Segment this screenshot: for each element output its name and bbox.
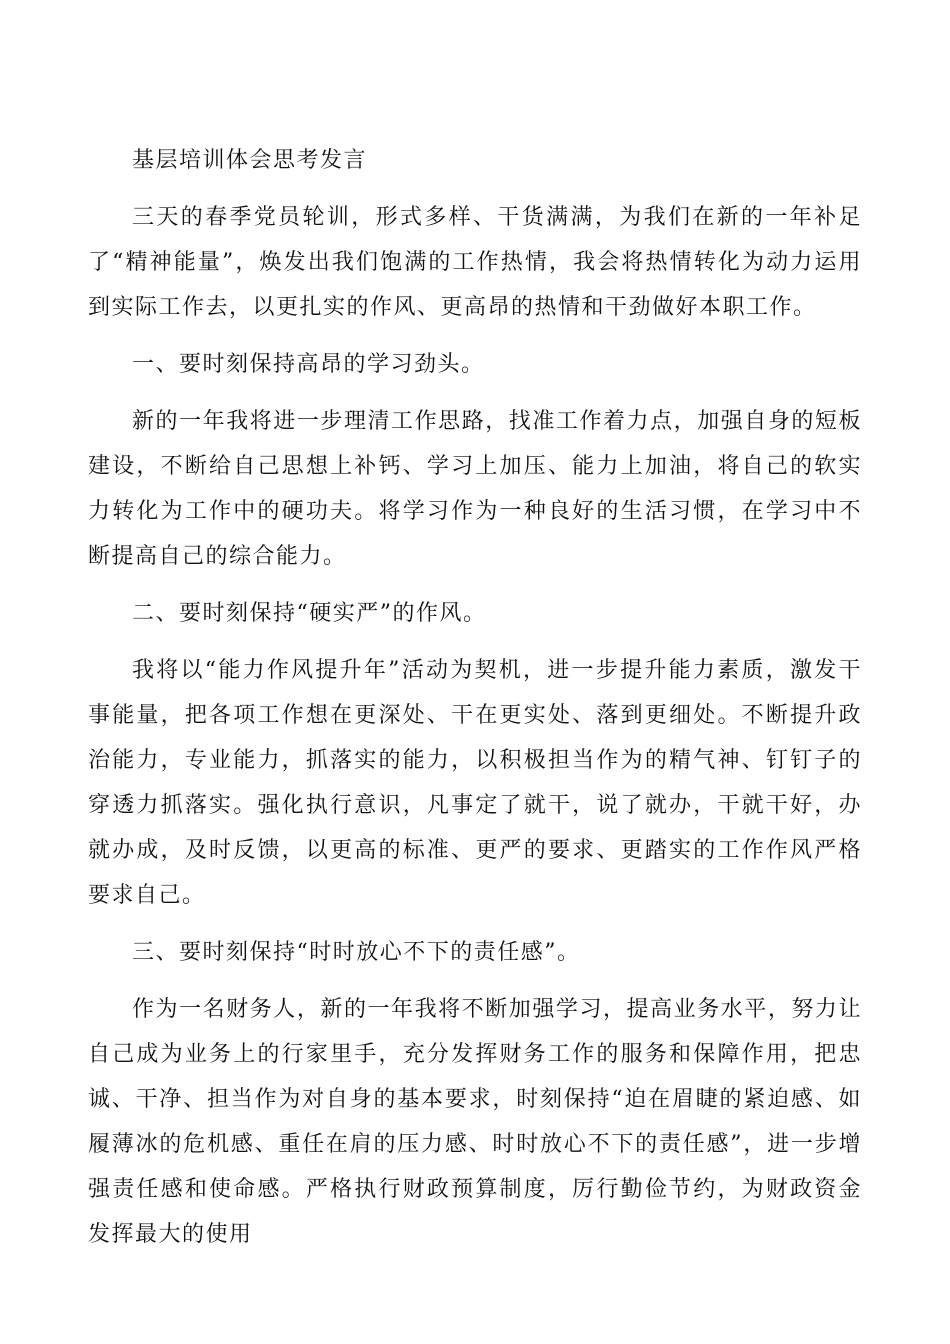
paragraph-section-1: 新的一年我将进一步理清工作思路，找准工作着力点，加强自身的短板建设，不断给自己思想上补钙、学习上加压、能力上加油，将自己的软实力转化为工作中的硬功夫。将学习作为一种良好的生活习惯，在学习中不断提高自己的综合能力。 (88, 409, 862, 569)
paragraph-intro: 三天的春季党员轮训，形式多样、干货满满，为我们在新的一年补足了“精神能量”，焕发出我们饱满的工作热情，我会将热情转化为动力运用到实际工作去，以更扎实的作风、更高昂的热情和干劲做好本职工作。 (88, 205, 862, 320)
section-heading-3: 三、要时刻保持“时时放心不下的责任感”。 (132, 940, 581, 965)
paragraph-section-3: 作为一名财务人，新的一年我将不断加强学习，提高业务水平，努力让自己成为业务上的行家里手，充分发挥财务工作的服务和保障作用，把忠诚、干净、担当作为对自身的基本要求，时刻保持“迫在眉睫的紧迫感、如履薄冰的危机感、重任在肩的压力感、时时放心不下的责任感”，进一步增强责任感和使命感。严格执行财政预算制度，厉行勤俭节约，为财政资金发挥最大的使用 (88, 997, 862, 1247)
document-title: 基层培训体会思考发言 (132, 148, 368, 173)
document-body (88, 138, 862, 1269)
paragraph-section-2: 我将以“能力作风提升年”活动为契机，进一步提升能力素质，激发干事能量，把各项工作想在更深处、干在更实处、落到更细处。不断提升政治能力，专业能力，抓落实的能力，以积极担当作为的精气神、钉钉子的穿透力抓落实。强化执行意识，凡事定了就干，说了就办，干就干好，办就办成，及时反馈，以更高的标准、更严的要求、更踏实的工作作风严格要求自己。 (88, 658, 862, 908)
section-heading-2: 二、要时刻保持“硬实严”的作风。 (132, 601, 487, 626)
section-heading-1: 一、要时刻保持高昂的学习劲头。 (132, 352, 485, 377)
